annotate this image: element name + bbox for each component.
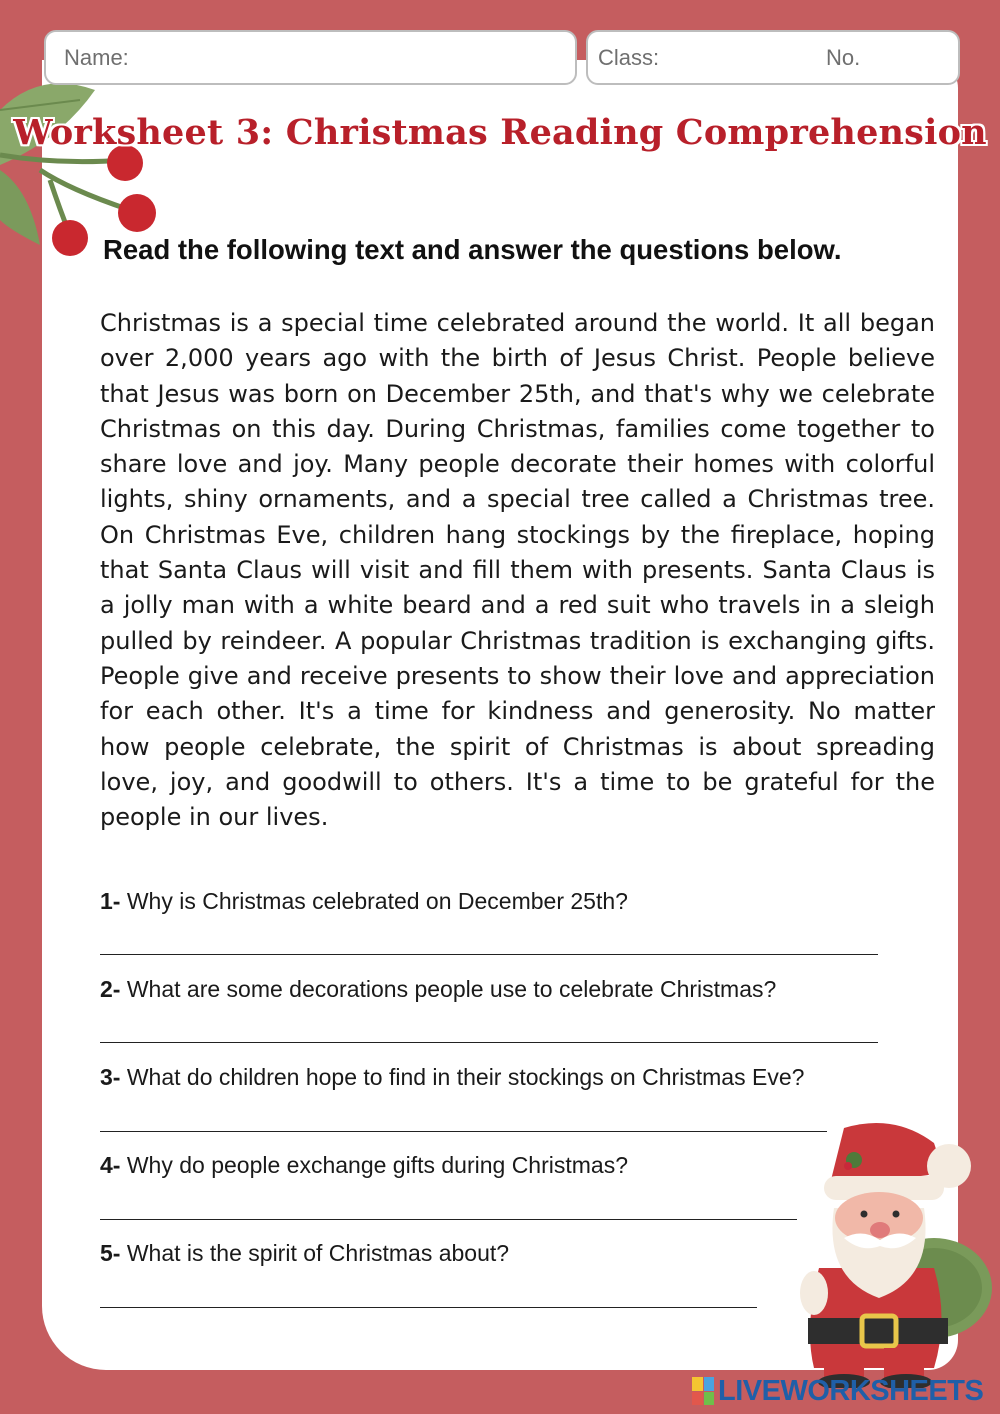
class-field[interactable] bbox=[586, 30, 960, 85]
instruction-text: Read the following text and answer the questions below. bbox=[103, 234, 842, 265]
answer-line-2[interactable] bbox=[100, 1042, 878, 1043]
answer-line-1[interactable] bbox=[100, 954, 878, 955]
question-number: 2- bbox=[100, 976, 121, 1002]
class-label: Class: bbox=[598, 45, 660, 70]
question-4 bbox=[100, 1152, 628, 1179]
santa-claus-icon bbox=[784, 1118, 1000, 1388]
name-field[interactable] bbox=[44, 30, 577, 85]
question-text: Why do people exchange gifts during Christmas? bbox=[126, 1152, 629, 1178]
question-5 bbox=[100, 1240, 509, 1267]
question-text: Why is Christmas celebrated on December 25th? bbox=[126, 888, 628, 914]
question-text: What are some decorations people use to celebrate Christmas? bbox=[126, 976, 777, 1002]
name-label: Name: bbox=[64, 45, 129, 70]
number-label: No. bbox=[826, 45, 861, 70]
question-3 bbox=[100, 1064, 804, 1091]
question-number: 5- bbox=[100, 1240, 121, 1266]
question-number: 4- bbox=[100, 1152, 121, 1178]
question-1 bbox=[100, 888, 628, 915]
question-text: What is the spirit of Christmas about? bbox=[126, 1240, 510, 1266]
question-2 bbox=[100, 976, 776, 1003]
answer-line-4[interactable] bbox=[100, 1219, 797, 1220]
liveworksheets-logo bbox=[692, 1374, 983, 1408]
question-number: 3- bbox=[100, 1064, 121, 1090]
question-number: 1- bbox=[100, 888, 121, 914]
reading-passage: Christmas is a special time celebrated around the world. It all began over 2,000 years ago with the birth of Jesus Christ. People believe that Jesus was born on December 25th, and that's why we celebrate Christmas on this day. During Christmas, families come together to share love and joy. Many people decorate their homes with colorful lights, shiny ornaments, and a special tree called a Christmas tree. On Christmas Eve, children hang stockings by the fireplace, hoping that Santa Claus will visit and fill them with presents. Santa Claus is a jolly man with a white beard and a red suit who travels in a sleigh pulled by reindeer. A popular Christmas tradition is exchanging gifts. People give and receive presents to show their love and appreciation for each other. It's a time for kindness and generosity. No matter how people celebrate, the spirit of Christmas is about spreading love, joy, and goodwill to others. It's a time to be grateful for the people in our lives. bbox=[100, 309, 935, 832]
answer-line-3[interactable] bbox=[100, 1131, 827, 1132]
answer-line-5[interactable] bbox=[100, 1307, 757, 1308]
logo-text: LIVEWORKSHEETS bbox=[718, 1374, 984, 1407]
worksheet-title: Worksheet 3: Christmas Reading Comprehension bbox=[13, 112, 987, 153]
logo-mark-icon bbox=[692, 1377, 714, 1405]
question-text: What do children hope to find in their stockings on Christmas Eve? bbox=[126, 1064, 805, 1090]
